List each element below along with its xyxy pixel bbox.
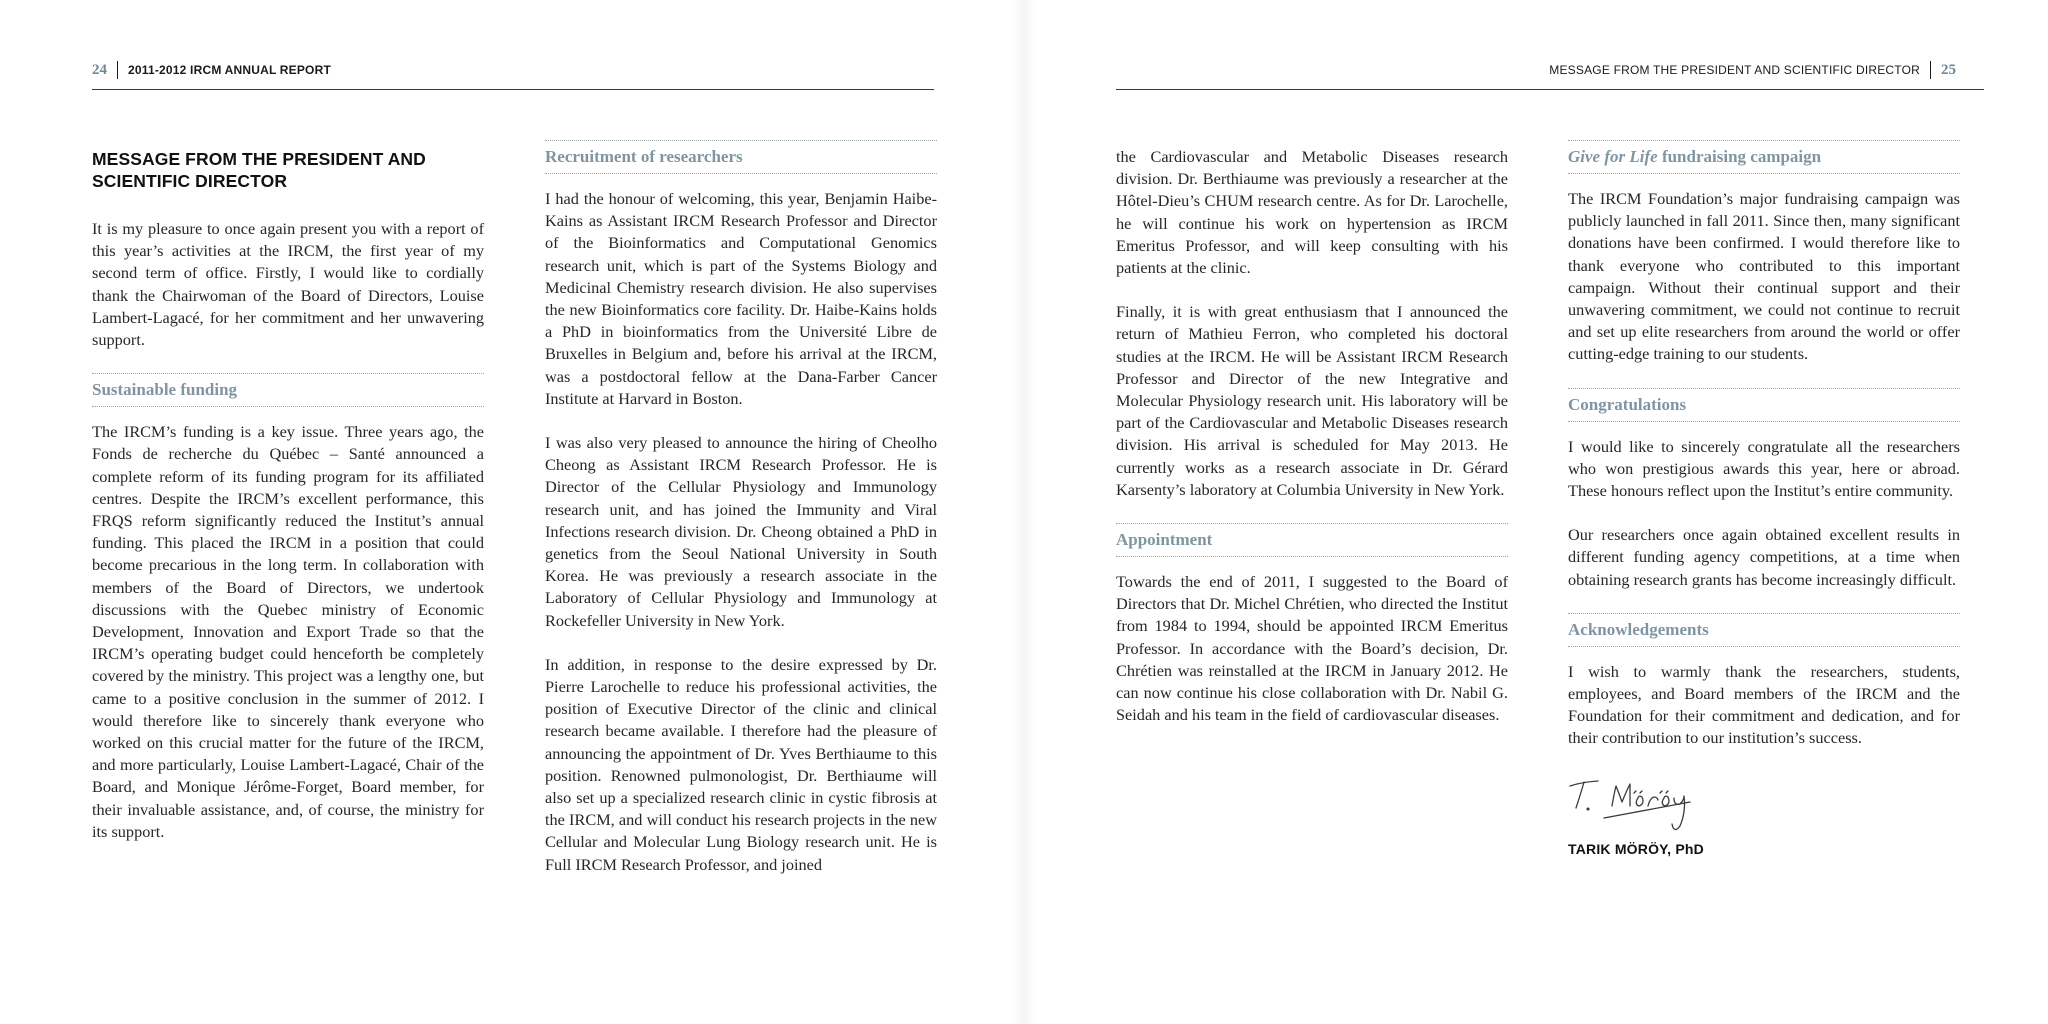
right-page-number: 25 [1941,61,1956,78]
sustainable-funding-paragraph: The IRCM’s funding is a key issue. Three years ago, the Fonds de recherche du Québec – Santé announced a complete reform of its funding program for its affiliated centres. Despite the IRCM’s excellent performance, this FRQS reform significantly reduced the Institut’s annual funding. This placed the IRCM in a position that could become precarious in the long term. In collaboration with members of the Board of Directors, we undertook discussions with the Quebec ministry of Economic Development, Innovation and Export Trade so that the IRCM’s operating budget could henceforth be completely covered by the ministry. This project was a lengthy one, but came to a positive conclusion in the summer of 2012. I would therefore like to sincerely thank everyone who worked on this crucial matter for the future of the IRCM, and more particularly, Louise Lambert-Lagacé, Chair of the Board, and Monique Jérôme-Forget, Board member, for their invaluable assistance, and, of course, the ministry for its support. [92,422,484,841]
signature-drawing [1568,772,1718,836]
page-title: MESSAGE FROM THE PRESIDENT AND SCIENTIFIC DIRECTOR [92,149,426,191]
acknowledgements-paragraph: I wish to warmly thank the researchers, students, employees, and Board members of the IRCM and the Foundation for their commitment and dedication, and for their contribution to our institution’s success. [1568,661,1960,748]
right-column-1 [1116,146,1508,748]
recruitment-paragraph-3: In addition, in response to the desire expressed by Dr. Pierre Larochelle to reduce his professional activities, the position of Executive Director of the clinic and clinical research became available. I therefore had the pleasure of announcing the appointment of Dr. Yves Berthiaume to this position. Renowned pulmonologist, Dr. Berthiaume will also set up a specialized research clinic in cystic fibrosis at the IRCM, and will conduct his research projects in the new Cellular and Molecular Lung Biology research unit. He is Full IRCM Research Professor, and joined [545,654,937,874]
left-header-rule [92,89,934,90]
signer-name: TARIK MÖRÖY, PhD [1568,840,1704,857]
appointment-paragraph: Towards the end of 2011, I suggested to the Board of Directors that Dr. Michel Chrétien, who directed the Institut from 1984 to 1994, should be appointed IRCM Emeritus Professor. In accordance with the Board’s decision, Dr. Chrétien was reinstalled at the IRCM in January 2012. He can now continue his close collaboration with Dr. Nabil G. Seidah and his team in the field of cardiovascular diseases. [1116,572,1508,725]
left-running-head [92,58,331,82]
right-running-title: MESSAGE FROM THE PRESIDENT AND SCIENTIFIC DIRECTOR [1549,63,1920,77]
give-for-life-paragraph: The IRCM Foundation’s major fundraising campaign was publicly launched in fall 2011. Since then, many significant donations have been confirmed. I would therefore like to thank everyone who contributed to this important campaign. Without their continual support and their unwavering commitment, we could not continue to recruit and set up elite researchers from around the world or offer cutting-edge training to our students. [1568,189,1960,364]
left-page-number: 24 [92,61,107,78]
right-header-rule [1116,89,1984,90]
left-column-1 [92,148,484,865]
right-running-head [1549,58,1956,82]
section-heading-give-for-life [1568,140,1960,174]
left-column-2 [545,140,937,898]
section-heading-recruitment: Recruitment of researchers [545,140,937,174]
handwritten-signature [1568,772,1960,836]
give-for-life-italic: Give for Life [1568,147,1658,166]
right-column-2 [1568,140,1960,860]
running-head-divider [1930,61,1931,79]
congratulations-paragraph-1: I would like to sincerely congratulate all the researchers who won prestigious awards this year, here or abroad. These honours reflect upon the Institut’s entire community. [1568,436,1960,501]
left-running-title: 2011-2012 IRCM ANNUAL REPORT [128,63,331,77]
section-heading-sustainable-funding: Sustainable funding [92,373,484,407]
recruitment-paragraph-1: I had the honour of welcoming, this year, Benjamin Haibe-Kains as Assistant IRCM Research Professor and Director of the Bioinformatics and Computational Genomics research unit, which is part of the Systems Biology and Medicinal Chemistry research division. He also supervises the new Bioinformatics core facility. Dr. Haibe-Kains holds a PhD in bioinformatics from the Université Libre de Bruxelles in Belgium and, before his arrival at the IRCM, was a postdoctoral fellow at the Dana-Farber Cancer Institute at Harvard in Boston. [545,189,937,408]
section-heading-congratulations: Congratulations [1568,388,1960,422]
section-heading-acknowledgements: Acknowledgements [1568,613,1960,647]
recruitment-paragraph-2: I was also very pleased to announce the hiring of Cheolho Cheong as Assistant IRCM Research Professor. He is Director of the Cellular Physiology and Immunology research unit, and has joined the Immunity and Viral Infections research division. Dr. Cheong obtained a PhD in genetics from the Seoul National University in South Korea. He was previously a research associate in the Laboratory of Cellular Physiology and Immunology at Rockefeller University in New York. [545,433,937,630]
congratulations-paragraph-2: Our researchers once again obtained excellent results in different funding agency competitions, at a time when obtaining research grants has become increasingly difficult. [1568,525,1960,589]
intro-paragraph: It is my pleasure to once again present you with a report of this year’s activities at the IRCM, the first year of my second term of office. Firstly, I would like to cordially thank the Chairwoman of the Board of Directors, Louise Lambert-Lagacé, for her commitment and her unwavering support. [92,219,484,350]
give-for-life-rest: fundraising campaign [1657,147,1822,166]
continued-paragraph-2: Finally, it is with great enthusiasm that I announced the return of Mathieu Ferron, who completed his doctoral studies at the IRCM. He will be Assistant IRCM Research Professor and Director of the new Integrative and Molecular Physiology research unit. His laboratory will be part of the Cardiovascular and Metabolic Diseases research division. His arrival is scheduled for May 2013. He currently works as a research associate in Dr. Gérard Karsenty’s laboratory at Columbia University in New York. [1116,302,1508,499]
running-head-divider [117,61,118,79]
continued-paragraph-1: the Cardiovascular and Metabolic Diseases research division. Dr. Berthiaume was previously a researcher at the Hôtel-Dieu’s CHUM research centre. As for Dr. Larochelle, he will continue his work on hypertension as IRCM Emeritus Professor, and will keep consulting with his patients at the clinic. [1116,147,1508,278]
right-page [1024,0,2048,1024]
section-heading-appointment: Appointment [1116,523,1508,557]
